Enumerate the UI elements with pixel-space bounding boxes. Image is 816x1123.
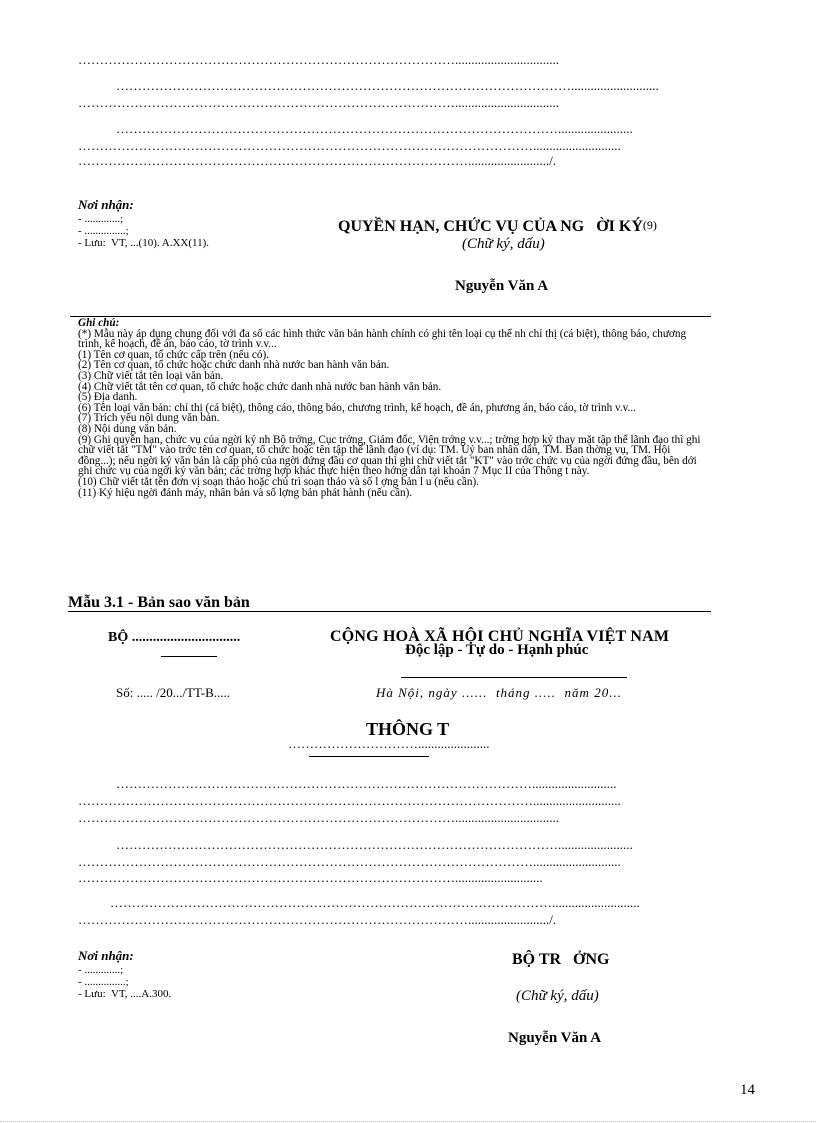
content-line: ……………………………………………………………………………........................... (78, 870, 543, 885)
note-line: (1) Tên cơ quan, tổ chức cấp trên (nếu có). (78, 348, 270, 361)
note-line: (2) Tên cơ quan, tổ chức hoặc chức danh nhà nước ban hành văn bản. (78, 359, 390, 372)
content-line: ………………………………………………………………………………........................./. (78, 153, 557, 168)
recipients-label: Nơi nhận: (78, 948, 134, 963)
note-line: (4) Chữ viết tắt tên cơ quan, tổ chức hoặc chức danh nhà nước ban hành văn bản. (78, 380, 442, 393)
section-title: Mẫu 3.1 - Bản sao văn bản (68, 594, 250, 611)
divider (70, 316, 711, 317)
note-line: (8) Nội dung văn bản. (78, 422, 177, 435)
content-line: ……………………………………………………………………………................................ (78, 95, 559, 110)
recipient-item: - ...............; (78, 225, 129, 237)
recipient-item: - .............; (78, 213, 124, 225)
ministry-name: BỘ ............................... (108, 630, 241, 645)
section-underline (68, 611, 711, 612)
recipient-archive: - Lưu: VT, ...(10). A.XX(11). (78, 237, 210, 249)
recipient-item: - ...............; (78, 976, 129, 988)
recipient-archive: - Lưu: VT, ....A.300. (78, 988, 172, 1000)
page-number: 14 (740, 1082, 755, 1098)
content-line: ……………………………………………………………………………................................ (78, 52, 559, 67)
signer-name: Nguyễn Văn A (508, 1030, 602, 1046)
document-type: THÔNG T (366, 719, 450, 739)
page-edge (0, 1121, 816, 1122)
content-line: …………………………………………………………………………………………....................... (116, 837, 633, 852)
content-line: ……………………………………………………………………………………………........................... (78, 138, 621, 153)
signer-position-text: QUYỀN HẠN, CHỨC VỤ CỦA NG ỜI KÝ (338, 218, 643, 235)
content-line: …………………………………………………………………………………………........................... (110, 895, 640, 910)
notes-title: Ghi chú: (78, 317, 120, 329)
content-line: ……………………………………………………………………………………………........................... (78, 854, 621, 869)
signer-position (330, 200, 657, 236)
content-line: ……………………………………………………………………………................................ (78, 810, 559, 825)
signer-position: BỘ TR ỞNG (512, 951, 610, 968)
subject-underline (309, 756, 429, 757)
ministry-underline (161, 656, 217, 657)
note-line: (6) Tên loại văn bản: chỉ thị (cá biệt), thông cáo, thông báo, chương trình, kế hoạch, đề án, phương án, báo cáo, tờ trình v.v... (78, 401, 636, 414)
recipient-item: - .............; (78, 964, 124, 976)
content-line: ………………………………………………………………………………........................./. (78, 912, 557, 927)
note-line: (10) Chữ viết tắt tên đơn vị soạn thảo hoặc chủ trì soạn thảo và số l ợng bản l u (nếu cần). (78, 475, 479, 488)
notes-section (78, 318, 703, 498)
signer-name: Nguyễn Văn A (455, 278, 549, 294)
note-line: (11) Ký hiệu ngời đánh máy, nhân bản và số lợng bản phát hành (nếu cần). (78, 486, 413, 499)
note-line: (7) Trích yếu nội dung văn bản. (78, 412, 220, 425)
motto-underline (401, 677, 627, 678)
sign-stamp: (Chữ ký, dấu) (462, 236, 545, 252)
note-line: (9) Ghi quyền hạn, chức vụ của ngời ký nh Bộ trởng, Cục trởng, Giám đốc, Viện trởng v.v...; trờng hợp ký thay mặt tập thể lãnh đạo thì ghi chữ viết tắt "TM" vào trớc tên cơ quan, tổ chức hoặc tên tập thể lãnh đạo (ví dụ: TM. Uỷ ban nhân dân, TM. Ban thờng vụ, TM. Hội đồng...); nếu ngời ký văn bản là cấp phó của ngời đứng đầu cơ quan thì ghi chữ viết tắt "KT" vào trớc chức vụ của ngời đứng đầu, bên dới ghi chức vụ của ngời ký văn bản; các trờng hợp khác thực hiện theo hớng dẫn tại khoản 7 Mục II của Thông t này. (78, 433, 701, 478)
content-line: …………………………………………………………………………………………....................... (116, 121, 633, 136)
signer-position-note: (9) (642, 218, 657, 232)
note-line: (*) Mẫu này áp dụng chung đối với đa số các hình thức văn bản hành chính có ghi tên loại cụ thể nh chỉ thị (cá biệt), thông báo, chương trình, kế hoạch, đề án, báo cáo, tờ trình v.v... (78, 327, 687, 351)
sign-stamp: (Chữ ký, dấu) (516, 988, 599, 1004)
document-subject: …………………………...................... (288, 736, 490, 751)
note-line: (3) Chữ viết tắt tên loại văn bản. (78, 369, 224, 382)
content-line: ……………………………………………………………………………………………........................... (78, 793, 621, 808)
country-name: CỘNG HOÀ XÃ HỘI CHỦ NGHĨA VIỆT NAM (330, 628, 670, 645)
national-motto: Độc lập - Tự do - Hạnh phúc (405, 642, 589, 658)
content-line: …………………………………………………………………………………….......................... (116, 776, 617, 791)
note-line: (5) Địa danh. (78, 391, 138, 404)
document-number: Số: ..... /20.../TT-B..... (116, 685, 231, 700)
place-date: Hà Nội, ngày ...... tháng ..... năm 20... (376, 685, 622, 700)
content-line: ……………………………………………………………………………………………........................... (116, 78, 659, 93)
recipients-label: Nơi nhận: (78, 197, 134, 212)
